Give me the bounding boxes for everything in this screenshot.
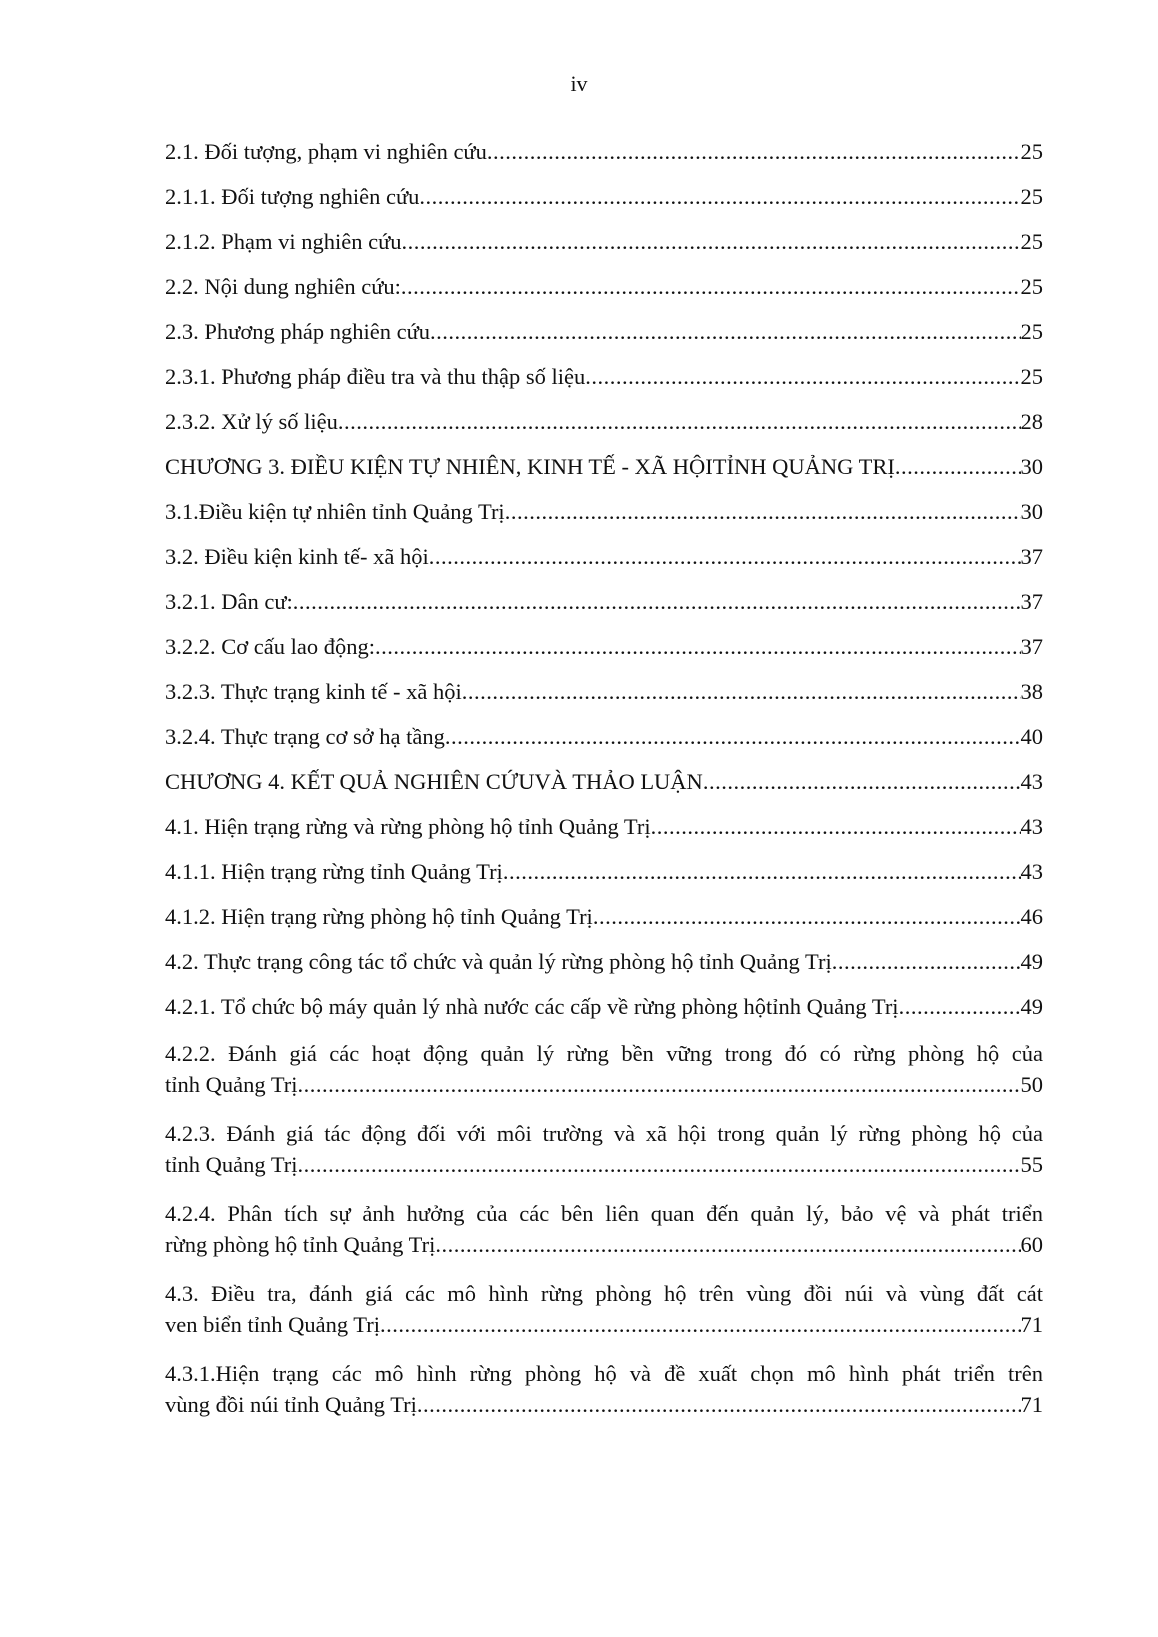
toc-entry-line <box>165 316 1043 347</box>
toc-entry[interactable] <box>165 1190 1043 1270</box>
toc-entry[interactable] <box>165 310 1043 355</box>
toc-entry-line <box>165 1309 1043 1340</box>
table-of-contents <box>165 130 1043 1430</box>
toc-entry[interactable] <box>165 760 1043 805</box>
toc-entry-page: 25 <box>1020 364 1043 389</box>
toc-entry-line <box>165 1389 1043 1420</box>
toc-entry-page: 25 <box>1020 139 1043 164</box>
toc-entry[interactable] <box>165 625 1043 670</box>
toc-entry-line <box>165 406 1043 437</box>
toc-entry-title: 3.2.2. Cơ cấu lao động: <box>165 634 375 659</box>
toc-entry-page: 71 <box>1020 1312 1043 1337</box>
toc-entry-title: 4.2.1. Tổ chức bộ máy quản lý nhà nước các cấp về rừng phòng hộtỉnh Quảng Trị <box>165 994 899 1019</box>
toc-entry-page: 43 <box>1020 769 1043 794</box>
toc-entry-title: 4.2. Thực trạng công tác tổ chức và quản lý rừng phòng hộ tỉnh Quảng Trị <box>165 949 832 974</box>
toc-entry-line <box>165 226 1043 257</box>
toc-entry-page: 50 <box>1020 1072 1043 1097</box>
dot-leader <box>895 451 1021 482</box>
dot-leader <box>435 1229 1020 1260</box>
dot-leader <box>380 1309 1020 1340</box>
dot-leader <box>402 226 1021 257</box>
toc-entry-line <box>165 541 1043 572</box>
toc-entry[interactable] <box>165 130 1043 175</box>
toc-entry-title: 3.2.3. Thực trạng kinh tế - xã hội <box>165 679 462 704</box>
toc-entry[interactable] <box>165 175 1043 220</box>
toc-entry-page: 37 <box>1020 634 1043 659</box>
toc-entry-title: 4.1.2. Hiện trạng rừng phòng hộ tỉnh Quảng Trị <box>165 904 593 929</box>
dot-leader <box>503 856 1021 887</box>
toc-entry[interactable] <box>165 1350 1043 1430</box>
toc-entry-page: 30 <box>1020 454 1043 479</box>
toc-entry-title-line: 4.2.4. Phân tích sự ảnh hưởng của các bên liên quan đến quản lý, bảo vệ và phát triển <box>165 1201 1043 1226</box>
toc-entry-line <box>165 721 1043 752</box>
dot-leader <box>401 271 1021 302</box>
toc-entry-page: 46 <box>1020 904 1043 929</box>
toc-entry[interactable] <box>165 490 1043 535</box>
dot-leader <box>585 361 1020 392</box>
toc-entry-title: 2.3.1. Phương pháp điều tra và thu thập số liệu <box>165 364 586 389</box>
toc-entry[interactable] <box>165 265 1043 310</box>
dot-leader <box>899 991 1021 1022</box>
dot-leader <box>429 541 1021 572</box>
toc-entry-title: 2.1.2. Phạm vi nghiên cứu <box>165 229 402 254</box>
toc-entry-page: 28 <box>1020 409 1043 434</box>
toc-entry-line <box>165 496 1043 527</box>
toc-entry-line <box>165 1229 1043 1260</box>
toc-entry-page: 40 <box>1020 724 1043 749</box>
dot-leader <box>462 676 1021 707</box>
toc-entry-page: 25 <box>1020 319 1043 344</box>
toc-entry-line <box>165 676 1043 707</box>
toc-entry[interactable] <box>165 535 1043 580</box>
toc-entry[interactable] <box>165 715 1043 760</box>
toc-entry-line <box>165 451 1043 482</box>
toc-entry[interactable] <box>165 805 1043 850</box>
dot-leader <box>298 1069 1021 1100</box>
dot-leader <box>445 721 1021 752</box>
toc-entry[interactable] <box>165 400 1043 445</box>
toc-entry[interactable] <box>165 985 1043 1030</box>
toc-entry-title: CHƯƠNG 3. ĐIỀU KIỆN TỰ NHIÊN, KINH TẾ - XÃ HỘITỈNH QUẢNG TRỊ <box>165 454 895 479</box>
toc-entry-title: vùng đồi núi tỉnh Quảng Trị <box>165 1392 417 1417</box>
toc-entry-page: 25 <box>1020 184 1043 209</box>
toc-entry-line <box>165 181 1043 212</box>
toc-entry-page: 49 <box>1020 994 1043 1019</box>
dot-leader <box>703 766 1021 797</box>
toc-entry-line <box>165 856 1043 887</box>
toc-entry-page: 43 <box>1020 814 1043 839</box>
toc-entry[interactable] <box>165 445 1043 490</box>
toc-entry-title-line: 4.3. Điều tra, đánh giá các mô hình rừng phòng hộ trên vùng đồi núi và vùng đất cát <box>165 1281 1043 1306</box>
toc-entry-page: 37 <box>1020 544 1043 569</box>
toc-entry[interactable] <box>165 220 1043 265</box>
toc-entry-line <box>165 991 1043 1022</box>
toc-entry[interactable] <box>165 895 1043 940</box>
toc-entry-title: CHƯƠNG 4. KẾT QUẢ NGHIÊN CỨUVÀ THẢO LUẬN <box>165 769 703 794</box>
dot-leader <box>338 406 1021 437</box>
toc-entry[interactable] <box>165 1110 1043 1190</box>
dot-leader <box>293 586 1021 617</box>
toc-entry-line <box>165 946 1043 977</box>
toc-entry-title: 2.2. Nội dung nghiên cứu: <box>165 274 401 299</box>
toc-entry-line <box>165 766 1043 797</box>
toc-entry[interactable] <box>165 1270 1043 1350</box>
toc-entry-line <box>165 811 1043 842</box>
dot-leader <box>298 1149 1021 1180</box>
toc-entry-title-line: 4.2.3. Đánh giá tác động đối với môi trường và xã hội trong quản lý rừng phòng hộ của <box>165 1121 1043 1146</box>
toc-entry-line <box>165 901 1043 932</box>
dot-leader <box>430 316 1020 347</box>
toc-entry[interactable] <box>165 940 1043 985</box>
dot-leader <box>832 946 1021 977</box>
toc-entry[interactable] <box>165 355 1043 400</box>
toc-entry-line <box>165 271 1043 302</box>
toc-entry-page: 55 <box>1020 1152 1043 1177</box>
toc-entry-page: 60 <box>1020 1232 1043 1257</box>
toc-entry-title: 3.2.1. Dân cư: <box>165 589 293 614</box>
toc-entry-page: 71 <box>1020 1392 1043 1417</box>
toc-entry-title: 4.1.1. Hiện trạng rừng tỉnh Quảng Trị <box>165 859 503 884</box>
toc-entry-line <box>165 136 1043 167</box>
toc-entry[interactable] <box>165 670 1043 715</box>
toc-entry-page: 43 <box>1020 859 1043 884</box>
dot-leader <box>651 811 1021 842</box>
toc-entry-title: tỉnh Quảng Trị <box>165 1072 298 1097</box>
toc-entry-title: rừng phòng hộ tỉnh Quảng Trị <box>165 1232 436 1257</box>
dot-leader <box>593 901 1021 932</box>
toc-entry-line <box>165 586 1043 617</box>
toc-entry-page: 25 <box>1020 274 1043 299</box>
dot-leader <box>505 496 1021 527</box>
toc-entry-page: 38 <box>1020 679 1043 704</box>
toc-entry-title-line: 4.3.1.Hiện trạng các mô hình rừng phòng hộ và đề xuất chọn mô hình phát triển trên <box>165 1361 1043 1386</box>
toc-entry-page: 49 <box>1020 949 1043 974</box>
page-number: iv <box>570 71 588 96</box>
toc-entry-title: 2.1. Đối tượng, phạm vi nghiên cứu <box>165 139 487 164</box>
toc-entry-line <box>165 631 1043 662</box>
toc-entry-title: 3.2. Điều kiện kinh tế- xã hội <box>165 544 429 569</box>
toc-entry-title: ven biển tỉnh Quảng Trị <box>165 1312 381 1337</box>
toc-entry-title: 4.1. Hiện trạng rừng và rừng phòng hộ tỉnh Quảng Trị <box>165 814 651 839</box>
toc-entry-page: 30 <box>1020 499 1043 524</box>
toc-entry-title: 2.1.1. Đối tượng nghiên cứu <box>165 184 420 209</box>
dot-leader <box>375 631 1021 662</box>
toc-entry-line <box>165 1069 1043 1100</box>
toc-entry-line <box>165 361 1043 392</box>
toc-entry[interactable] <box>165 580 1043 625</box>
dot-leader <box>417 1389 1021 1420</box>
toc-entry-line <box>165 1149 1043 1180</box>
toc-entry[interactable] <box>165 850 1043 895</box>
dot-leader <box>487 136 1021 167</box>
toc-entry-title: 3.2.4. Thực trạng cơ sở hạ tầng <box>165 724 445 749</box>
toc-entry-page: 37 <box>1020 589 1043 614</box>
toc-entry-title: tỉnh Quảng Trị <box>165 1152 298 1177</box>
dot-leader <box>419 181 1020 212</box>
toc-entry-page: 25 <box>1020 229 1043 254</box>
toc-entry-title: 3.1.Điều kiện tự nhiên tỉnh Quảng Trị <box>165 499 505 524</box>
toc-entry-title-line: 4.2.2. Đánh giá các hoạt động quản lý rừng bền vững trong đó có rừng phòng hộ của <box>165 1041 1043 1066</box>
toc-entry-title: 2.3.2. Xử lý số liệu <box>165 409 338 434</box>
toc-entry[interactable] <box>165 1030 1043 1110</box>
toc-entry-title: 2.3. Phương pháp nghiên cứu <box>165 319 431 344</box>
